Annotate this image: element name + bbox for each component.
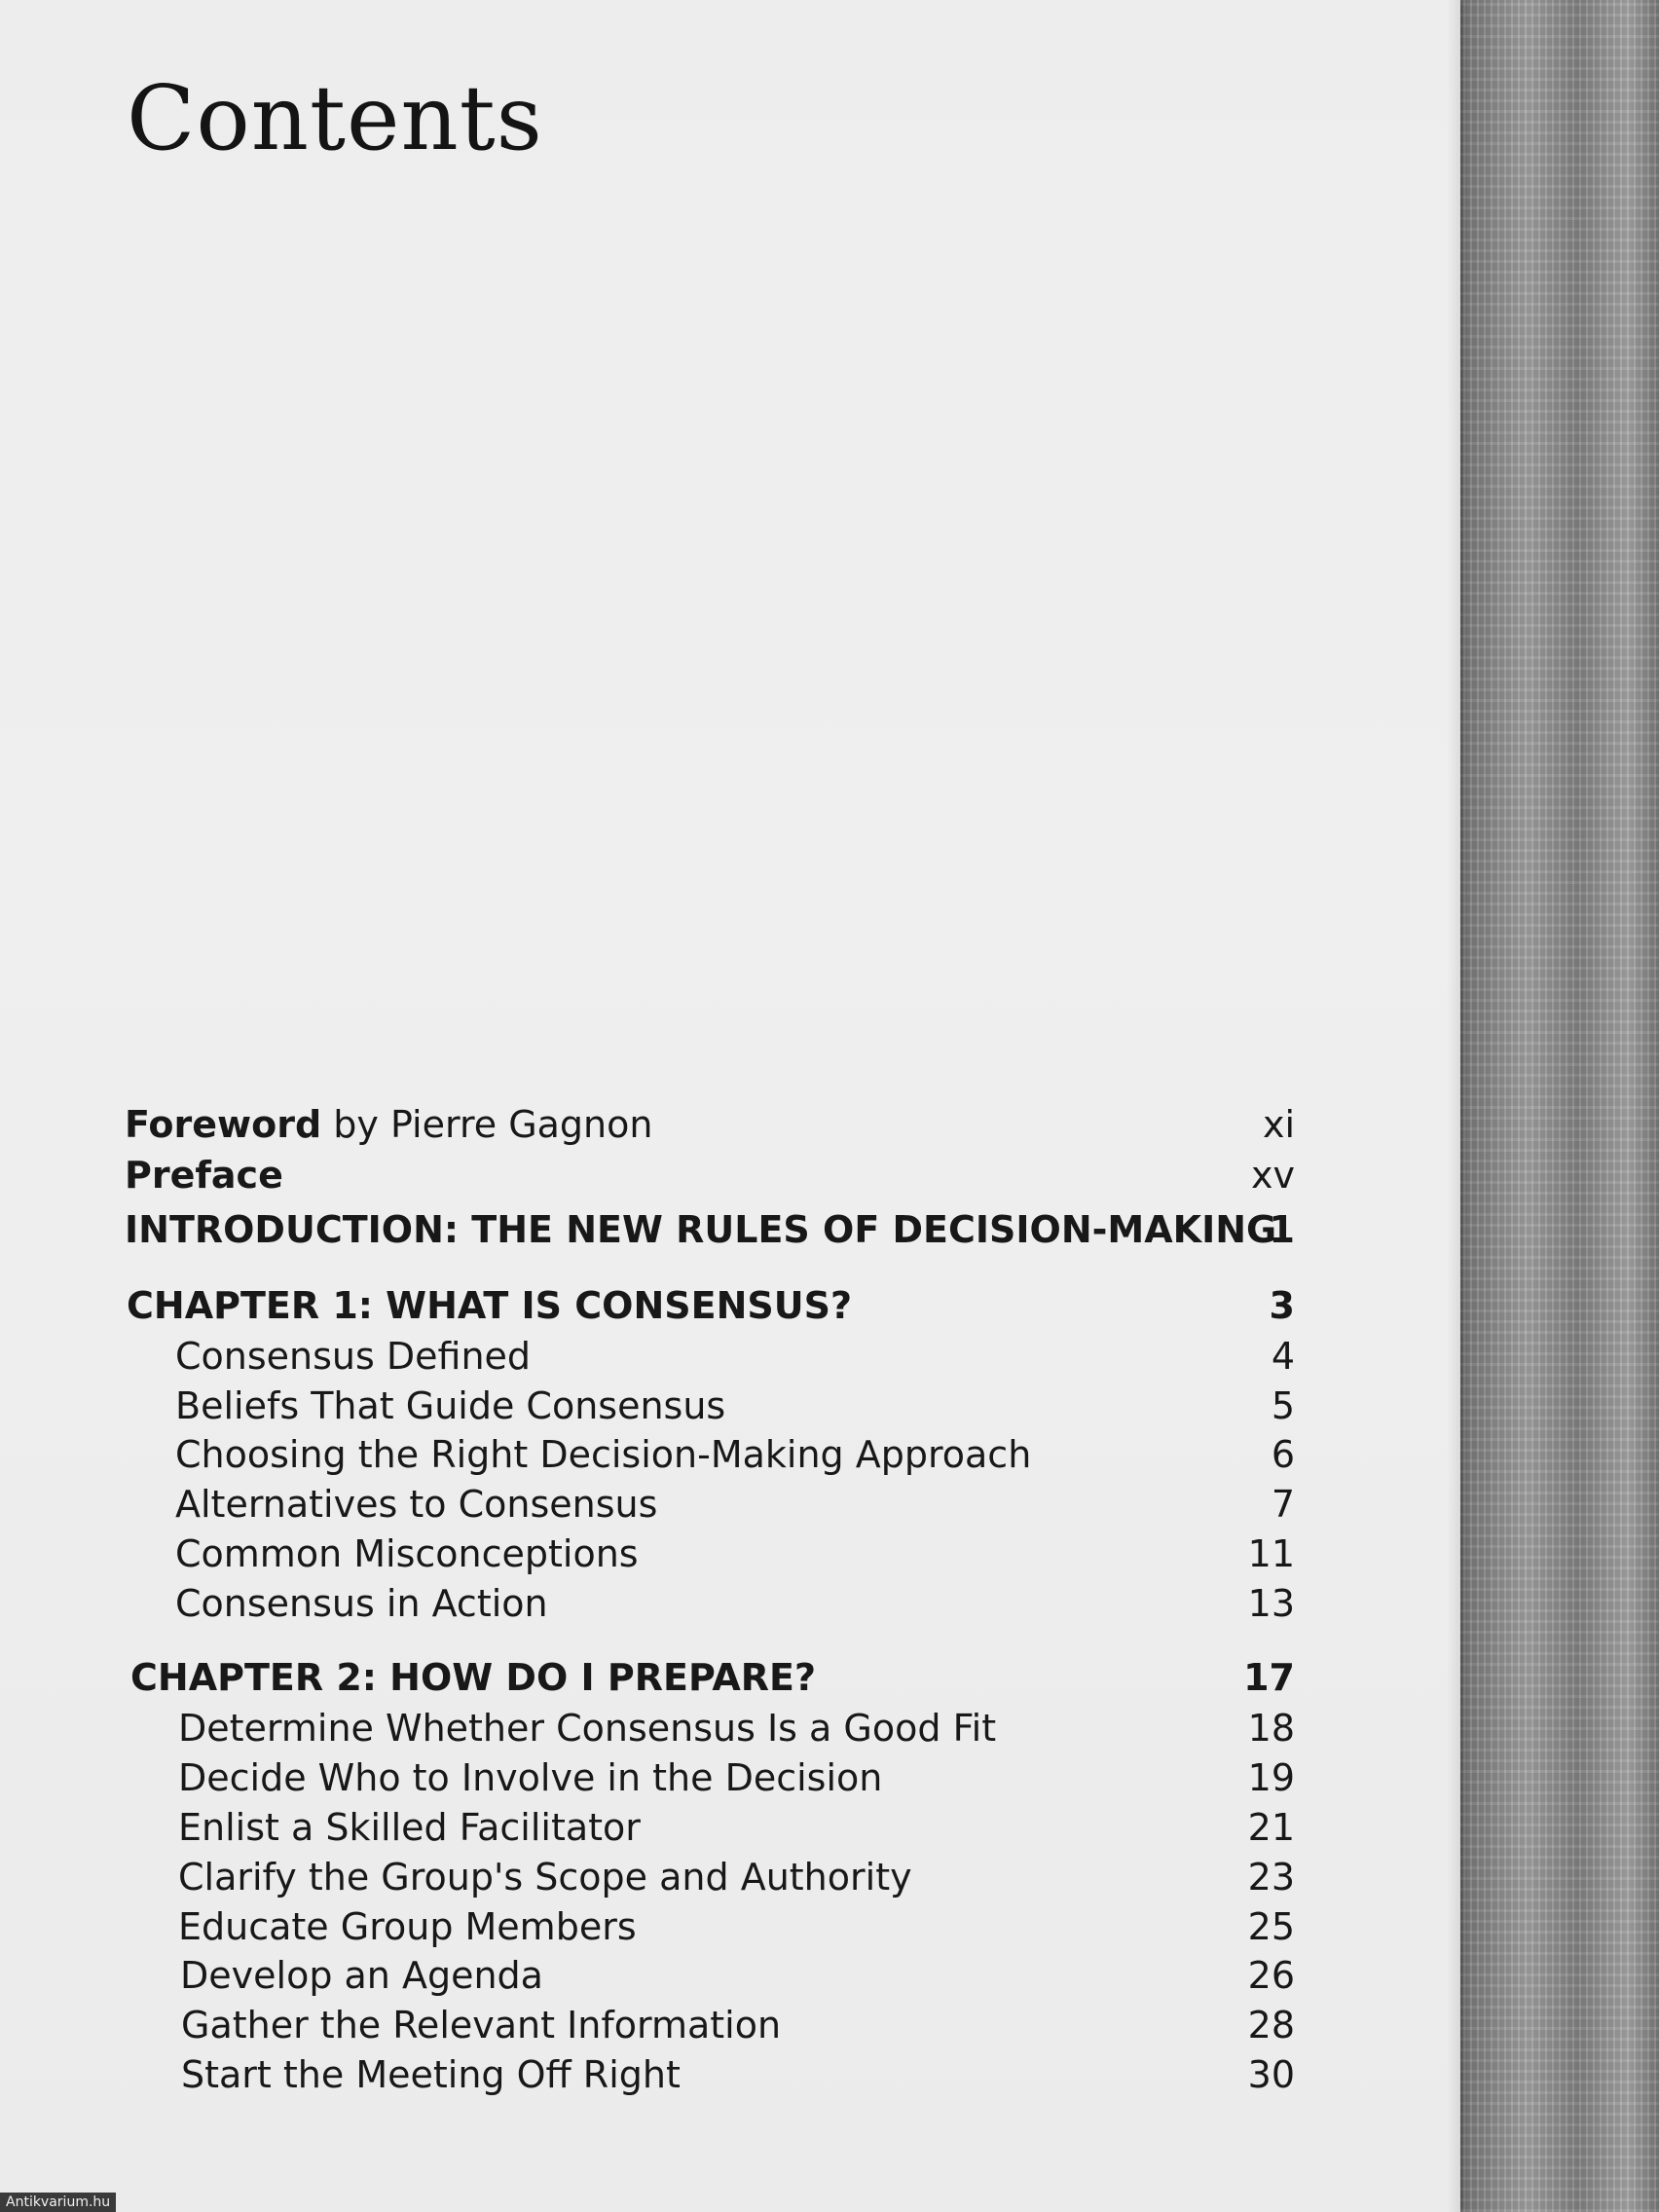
toc-page-preface: xv (1251, 1154, 1295, 1197)
foreword-label: Foreword (125, 1103, 322, 1146)
toc-entry-page: 11 (1247, 1532, 1295, 1575)
toc-row-chapter-1 (127, 1284, 853, 1327)
toc-entry-page: 30 (1247, 2053, 1295, 2096)
introduction-label: INTRODUCTION: THE NEW RULES OF DECISION-MAKING (125, 1208, 1277, 1251)
toc-entry: Alternatives to Consensus (175, 1483, 658, 1526)
fabric-background (1456, 0, 1659, 2212)
chapter-1-title: CHAPTER 1: WHAT IS CONSENSUS? (127, 1284, 853, 1327)
toc-entry: Consensus in Action (175, 1582, 548, 1625)
toc-row-chapter-2 (130, 1656, 816, 1699)
toc-entry-page: 18 (1247, 1707, 1295, 1750)
toc-page-foreword: xi (1262, 1103, 1295, 1146)
toc-entry-page: 21 (1247, 1806, 1295, 1849)
toc-row-foreword (125, 1103, 653, 1146)
toc-entry-page: 5 (1271, 1384, 1295, 1427)
watermark: Antikvarium.hu (0, 2193, 116, 2212)
toc-entry: Beliefs That Guide Consensus (175, 1384, 726, 1427)
foreword-author: by Pierre Gagnon (321, 1103, 653, 1146)
toc-entry-page: 6 (1271, 1433, 1295, 1476)
toc-entry: Decide Who to Involve in the Decision (178, 1756, 883, 1799)
toc-row-introduction (125, 1208, 1277, 1251)
toc-entry: Determine Whether Consensus Is a Good Fit (178, 1707, 997, 1750)
toc-page-chapter-1: 3 (1269, 1284, 1295, 1327)
toc-entry: Gather the Relevant Information (181, 2004, 782, 2046)
toc-page-chapter-2: 17 (1243, 1656, 1295, 1699)
toc-entry: Educate Group Members (178, 1905, 637, 1948)
toc-entry-page: 13 (1247, 1582, 1295, 1625)
toc-entry: Develop an Agenda (180, 1954, 543, 1997)
toc-entry-page: 7 (1271, 1483, 1295, 1526)
toc-entry-page: 26 (1247, 1954, 1295, 1997)
toc-entry-page: 23 (1247, 1856, 1295, 1899)
chapter-2-title: CHAPTER 2: HOW DO I PREPARE? (130, 1656, 816, 1699)
toc-entry-page: 25 (1247, 1905, 1295, 1948)
toc-entry: Choosing the Right Decision-Making Approach (175, 1433, 1032, 1476)
preface-label: Preface (125, 1154, 283, 1197)
contents-heading: Contents (127, 66, 543, 170)
toc-page-introduction: 1 (1269, 1208, 1295, 1251)
toc-entry: Consensus Defined (175, 1335, 532, 1378)
toc-entry: Clarify the Group's Scope and Authority (178, 1856, 912, 1899)
toc-entry: Enlist a Skilled Facilitator (178, 1806, 641, 1849)
toc-entry: Common Misconceptions (175, 1532, 639, 1575)
toc-entry: Start the Meeting Off Right (181, 2053, 681, 2096)
toc-row-preface (125, 1154, 283, 1197)
toc-entry-page: 28 (1247, 2004, 1295, 2046)
toc-entry-page: 4 (1271, 1335, 1295, 1378)
toc-entry-page: 19 (1247, 1756, 1295, 1799)
